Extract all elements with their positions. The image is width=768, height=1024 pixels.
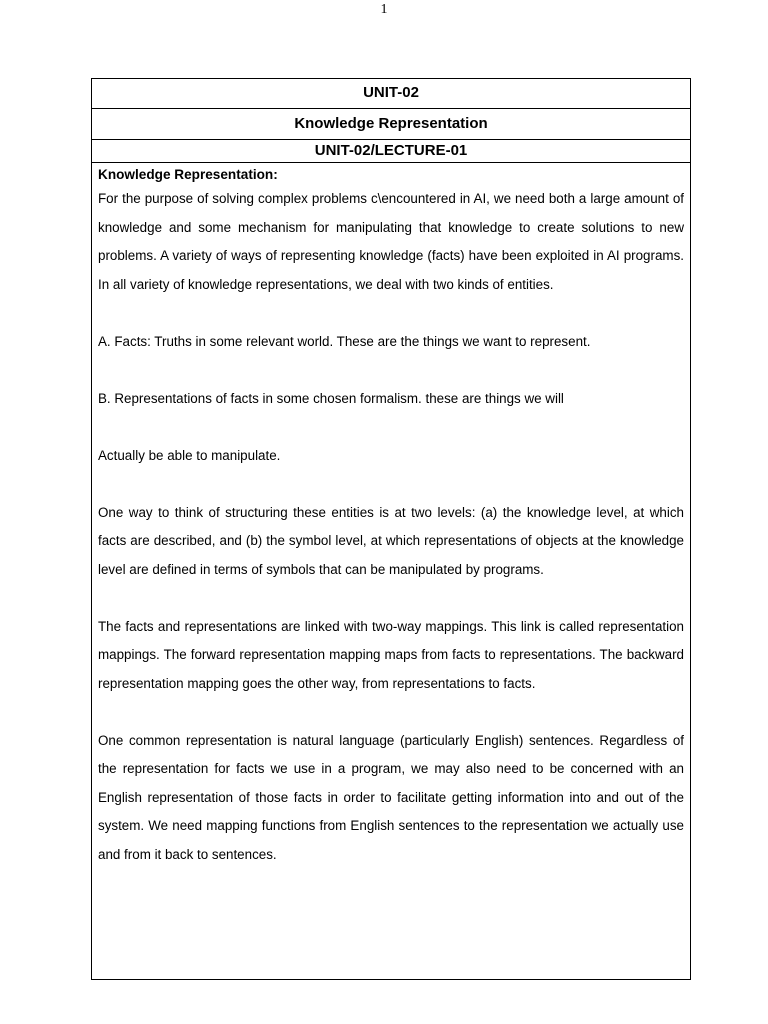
paragraph-intro: For the purpose of solving complex problems c\encountered in AI, we need both a large amount of knowledge and some mechanism for manipulating that knowledge to create solutions to new problems. A variety of ways of representing knowledge (facts) have been exploited in AI programs. In all variety of knowledge representations, we deal with two kinds of entities. xyxy=(98,191,684,292)
lecture-content xyxy=(92,163,690,869)
paragraph-natural-language: One common representation is natural language (particularly English) sentences. Regardless of the representation for facts we use in a program, we may also need to be concerned with an English representation of those facts in order to facilitate getting information into and out of the system. We need mapping functions from English sentences to the representation we actually use and from it back to sentences. xyxy=(98,732,684,862)
paragraph-manipulate: Actually be able to manipulate. xyxy=(98,447,281,463)
lecture-frame xyxy=(91,78,691,980)
paragraph-representations: B. Representations of facts in some chosen formalism. these are things we will xyxy=(98,390,564,406)
lecture-header: UNIT-02/LECTURE-01 xyxy=(92,140,690,163)
paragraph-mappings: The facts and representations are linked with two-way mappings. This link is called representation mappings. The forward representation mapping maps from facts to representations. The backward representation mapping goes the other way, from representations to facts. xyxy=(98,618,684,691)
paragraph-levels: One way to think of structuring these entities is at two levels: (a) the knowledge level, at which facts are described, and (b) the symbol level, at which representations of objects at the knowledge level are defined in terms of symbols that can be manipulated by programs. xyxy=(98,504,684,577)
unit-header: UNIT-02 xyxy=(92,79,690,109)
page-number: 1 xyxy=(380,2,388,17)
paragraph-facts: A. Facts: Truths in some relevant world. These are the things we want to represent. xyxy=(98,333,591,349)
section-heading: Knowledge Representation: xyxy=(98,167,278,182)
topic-title: Knowledge Representation xyxy=(92,109,690,140)
